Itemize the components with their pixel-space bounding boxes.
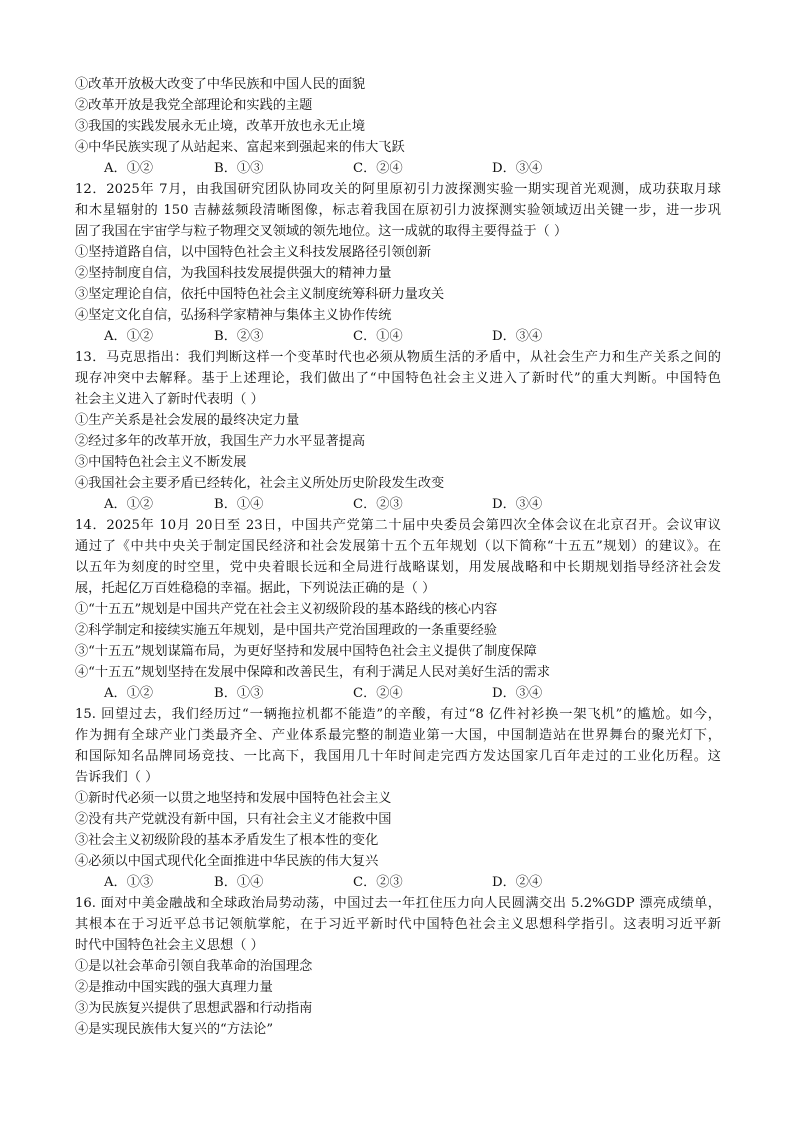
q11-option-c: C．②④ — [353, 161, 403, 176]
q15-stem-line-1: 15. 回望过去，我们经历过“一辆拖拉机都不能造”的辛酸，有过“8 亿件衬衫换一架飞机”的尴尬。如今， — [75, 707, 721, 722]
q14-option-d: D．③④ — [492, 686, 543, 701]
q14-stem-line-4: 展，托起亿万百姓稳稳的幸福。据此，下列说法正确的是（ ） — [75, 581, 436, 596]
q11-option-a: A．①② — [104, 161, 154, 176]
q12-stem-line-2: 和木星辐射的 150 吉赫兹频段清晰图像，标志着我国在原初引力波探测实验领域迈出关键一步，进一步巩 — [75, 203, 721, 218]
q14-item-1: ①“十五五”规划是中国共产党在社会主义初级阶段的基本路线的核心内容 — [75, 602, 498, 617]
q16-item-1: ①是以社会革命引领自我革命的治国理念 — [75, 959, 313, 974]
q13-stem-line-2: 现存冲突中去解释。基于上述理论，我们做出了“中国特色社会主义进入了新时代”的重大判断。中国特色 — [75, 371, 721, 386]
q16-stem-line-3: 时代中国特色社会主义思想（ ） — [75, 938, 264, 953]
q14-item-2: ②科学制定和接续实施五年规划，是中国共产党治国理政的一条重要经验 — [75, 623, 497, 638]
q15-item-2: ②没有共产党就没有新中国，只有社会主义才能救中国 — [75, 812, 392, 827]
q11-option-d: D．③④ — [492, 161, 543, 176]
q16-item-3: ③为民族复兴提供了思想武器和行动指南 — [75, 1001, 313, 1016]
q14-stem-line-2: 通过了《中共中央关于制定国民经济和社会发展第十五个五年规划（以下简称“十五五”规划）的建议》。在 — [75, 539, 721, 554]
q15-stem-line-2: 作为拥有全球产业门类最齐全、产业体系最完整的制造业第一大国，中国制造站在世界舞台的聚光灯下， — [75, 728, 721, 743]
q13-option-c: C．②③ — [353, 497, 403, 512]
q12-option-a: A．①② — [104, 329, 154, 344]
q12-item-2: ②坚持制度自信，为我国科技发展提供强大的精神力量 — [75, 266, 392, 281]
q14-stem-line-1: 14．2025年 10月 20日至 23日，中国共产党第二十届中央委员会第四次全体会议在北京召开。会议审议 — [75, 518, 721, 533]
q15-option-d: D．②④ — [492, 875, 543, 890]
q14-option-c: C．②④ — [353, 686, 403, 701]
q11-item-4: ④中华民族实现了从站起来、富起来到强起来的伟大飞跃 — [75, 140, 405, 155]
q11-option-b: B．①③ — [214, 161, 264, 176]
q13-item-1: ①生产关系是社会发展的最终决定力量 — [75, 413, 300, 428]
q15-option-c: C．②③ — [353, 875, 403, 890]
q15-item-3: ③社会主义初级阶段的基本矛盾发生了根本性的变化 — [75, 833, 379, 848]
q16-stem-line-1: 16. 面对中美金融战和全球政治局势动荡，中国过去一年扛住压力向人民圆满交出 5.2%GDP 漂亮成绩单， — [75, 896, 721, 911]
q15-option-a: A．①③ — [104, 875, 154, 890]
q13-option-d: D．③④ — [492, 497, 543, 512]
q12-item-3: ③坚定理论自信，依托中国特色社会主义制度统筹科研力量攻关 — [75, 287, 445, 302]
q14-item-4: ④“十五五”规划坚持在发展中保障和改善民生，有利于满足人民对美好生活的需求 — [75, 665, 551, 680]
q12-item-4: ④坚定文化自信，弘扬科学家精神与集体主义协作传统 — [75, 308, 392, 323]
q14-option-b: B．①③ — [214, 686, 264, 701]
q12-stem-line-1: 12．2025年 7月，由我国研究团队协同攻关的阿里原初引力波探测实验一期实现首光观测，成功获取月球 — [75, 182, 721, 197]
q15-stem-line-3: 和国际知名品牌同场竞技、一比高下，我国用几十年时间走完西方发达国家几百年走过的工业化历程。这 — [75, 749, 721, 764]
q15-option-b: B．①④ — [214, 875, 264, 890]
q12-item-1: ①坚持道路自信，以中国特色社会主义科技发展路径引领创新 — [75, 245, 432, 260]
q11-item-3: ③我国的实践发展永无止境，改革开放也永无止境 — [75, 119, 366, 134]
q15-item-4: ④必须以中国式现代化全面推进中华民族的伟大复兴 — [75, 854, 379, 869]
q11-item-1: ①改革开放极大改变了中华民族和中国人民的面貌 — [75, 77, 366, 92]
q13-item-3: ③中国特色社会主义不断发展 — [75, 455, 247, 470]
q16-item-2: ②是推动中国实践的强大真理力量 — [75, 980, 273, 995]
q13-stem-line-1: 13．马克思指出：我们判断这样一个变革时代也必须从物质生活的矛盾中，从社会生产力和生产关系之间的 — [75, 350, 721, 365]
q12-option-c: C．①④ — [353, 329, 403, 344]
q14-item-3: ③“十五五”规划谋篇布局，为更好坚持和发展中国特色社会主义提供了制度保障 — [75, 644, 537, 659]
q16-item-4: ④是实现民族伟大复兴的“方法论” — [75, 1022, 274, 1037]
q12-option-d: D．③④ — [492, 329, 543, 344]
q15-item-1: ①新时代必须一以贯之地坚持和发展中国特色社会主义 — [75, 791, 392, 806]
q13-option-b: B．①④ — [214, 497, 264, 512]
q14-option-a: A．①② — [104, 686, 154, 701]
q13-item-2: ②经过多年的改革开放，我国生产力水平显著提高 — [75, 434, 366, 449]
q14-stem-line-3: 以五年为刻度的时空里，党中央着眼长远和全局进行战略谋划，用发展战略和中长期规划指导经济社会发 — [75, 560, 721, 575]
q11-item-2: ②改革开放是我党全部理论和实践的主题 — [75, 98, 313, 113]
q15-stem-line-4: 告诉我们（ ） — [75, 770, 159, 785]
q13-option-a: A．①② — [104, 497, 154, 512]
q16-stem-line-2: 其根本在于习近平总书记领航掌舵，在于习近平新时代中国特色社会主义思想科学指引。这表明习近平新 — [75, 917, 721, 932]
q13-stem-line-3: 社会主义进入了新时代表明（ ） — [75, 392, 264, 407]
q13-item-4: ④我国社会主要矛盾已经转化，社会主义所处历史阶段发生改变 — [75, 476, 445, 491]
q12-stem-line-3: 固了我国在宇宙学与粒子物理交叉领域的领先地位。这一成就的取得主要得益于（ ） — [75, 224, 568, 239]
q12-option-b: B．②③ — [214, 329, 264, 344]
